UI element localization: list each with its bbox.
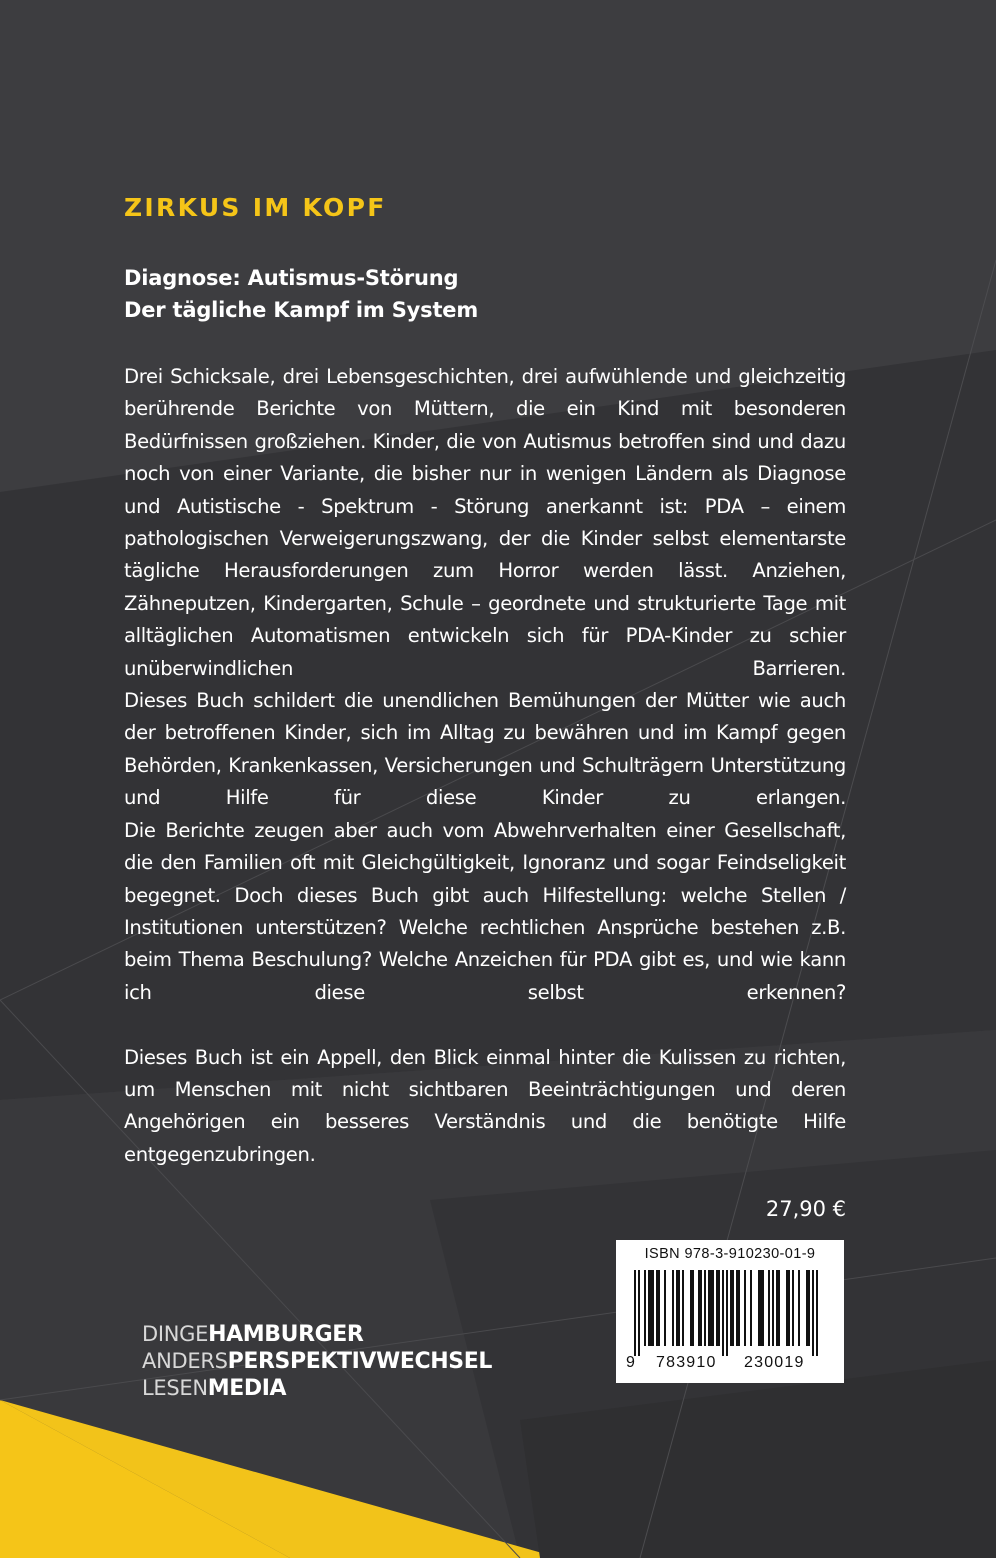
publisher-logo: [142, 1321, 492, 1402]
barcode-bar: [776, 1270, 780, 1346]
blurb-paragraph-1: Drei Schicksale, drei Lebensgeschichten, drei aufwühlende und gleichzeitig berührende Berichte von Müttern, die ein Kind mit besonderen Bedürfnissen großziehen. Kinder, die von Autismus betroffen sind und dazu noch von einer Variante, die bisher nur in wenigen Ländern als Diagnose und Autistische - Spektrum - Störung anerkannt ist: PDA – einem pathologischen Verweigerungszwang, der die Kinder selbst elementarste tägliche Herausforderungen zum Horror werden lässt. Anziehen, Zähneputzen, Kindergarten, Schule – geordnete und strukturierte Tage mit alltäglichen Automatismen entwickeln sich für PDA-Kinder zu schier unüberwindlichen Barrieren.: [124, 365, 846, 680]
barcode-bar: [792, 1270, 794, 1346]
barcode-bar: [664, 1270, 666, 1346]
blurb-paragraph-4: Dieses Buch ist ein Appell, den Blick einmal hinter die Kulissen zu richten, um Menschen mit nicht sichtbaren Beeinträchtigungen und deren Angehörigen ein besseres Verständnis und die benötigte Hilfe entgegenzubringen.: [124, 1045, 846, 1166]
barcode-bar: [806, 1270, 810, 1346]
barcode-bars: [616, 1266, 844, 1358]
barcode-bar: [812, 1270, 814, 1356]
barcode-bar: [758, 1270, 764, 1346]
barcode-bar: [648, 1270, 654, 1346]
blurb-text: [124, 361, 846, 1171]
barcode-bar: [726, 1270, 728, 1356]
blurb-paragraph-3: Die Berichte zeugen aber auch vom Abwehrverhalten einer Gesellschaft, die den Familien oft mit Gleichgültigkeit, Ignoranz und sogar Feindseligkeit begegnet. Doch dieses Buch gibt auch Hilfestellung: welche Stellen / Institutionen unterstützen? Welche rechtlichen Ansprüche bestehen z.B. beim Thema Beschulung? Welche Anzeichen für PDA gibt es, und wie kann ich diese selbst erkennen?: [124, 818, 846, 1004]
barcode-bar: [672, 1270, 674, 1346]
barcode-bar: [698, 1270, 702, 1346]
barcode-bar: [786, 1270, 790, 1346]
barcode-bar: [656, 1270, 660, 1346]
barcode-bar: [682, 1270, 684, 1346]
logo-light-word-3: LESEN: [142, 1376, 208, 1400]
subtitle-line-1: Diagnose: Autismus-Störung: [124, 266, 459, 290]
barcode-bar: [768, 1270, 770, 1346]
barcode-bar: [772, 1270, 774, 1346]
logo-bold-word-2: PERSPEKTIVWECHSEL: [227, 1349, 492, 1374]
price-label: 27,90 €: [765, 1197, 846, 1221]
series-title: ZIRKUS IM KOPF: [124, 193, 387, 222]
barcode-bar: [676, 1270, 680, 1346]
subtitle: [124, 262, 846, 326]
barcode-bar: [722, 1270, 724, 1356]
logo-light-word-1: DINGE: [142, 1322, 209, 1346]
paragraph-spacer: [124, 1009, 846, 1041]
barcode-digits-right: 230019: [744, 1354, 805, 1371]
barcode-bar: [704, 1270, 706, 1346]
isbn-label: ISBN 978-3-910230-01-9: [644, 1246, 816, 1262]
blurb-paragraph-2: Dieses Buch schildert die unendlichen Bemühungen der Mütter wie auch der betroffenen Kinder, sich im Alltag zu bewähren und im Kampf gegen Behörden, Krankenkassen, Versicherungen und Schulträgern Unterstützung und Hilfe für diese Kinder zu erlangen.: [124, 689, 846, 810]
barcode-bar: [690, 1270, 694, 1346]
logo-row-1: [142, 1321, 492, 1348]
logo-bold-word-3: MEDIA: [207, 1376, 287, 1401]
barcode-bar: [744, 1270, 746, 1346]
barcode-bar: [644, 1270, 646, 1346]
barcode-bar: [750, 1270, 752, 1346]
barcode-bar: [716, 1270, 720, 1346]
subtitle-line-2: Der tägliche Kampf im System: [124, 298, 479, 322]
logo-bold-word-1: HAMBURGER: [208, 1322, 364, 1347]
isbn-barcode: [616, 1240, 844, 1383]
barcode-bar: [798, 1270, 800, 1346]
barcode-bar: [730, 1270, 734, 1346]
barcode-digits-left: 783910: [656, 1354, 717, 1371]
logo-row-2: [142, 1348, 492, 1375]
barcode-digit-first: 9: [626, 1354, 637, 1371]
barcode-bar: [634, 1270, 636, 1356]
barcode-bar: [736, 1270, 740, 1346]
barcode-bar: [638, 1270, 640, 1356]
barcode-bar: [816, 1270, 818, 1356]
logo-light-word-2: ANDERS: [142, 1349, 228, 1373]
logo-row-3: [142, 1375, 492, 1402]
barcode-bar: [708, 1270, 714, 1346]
